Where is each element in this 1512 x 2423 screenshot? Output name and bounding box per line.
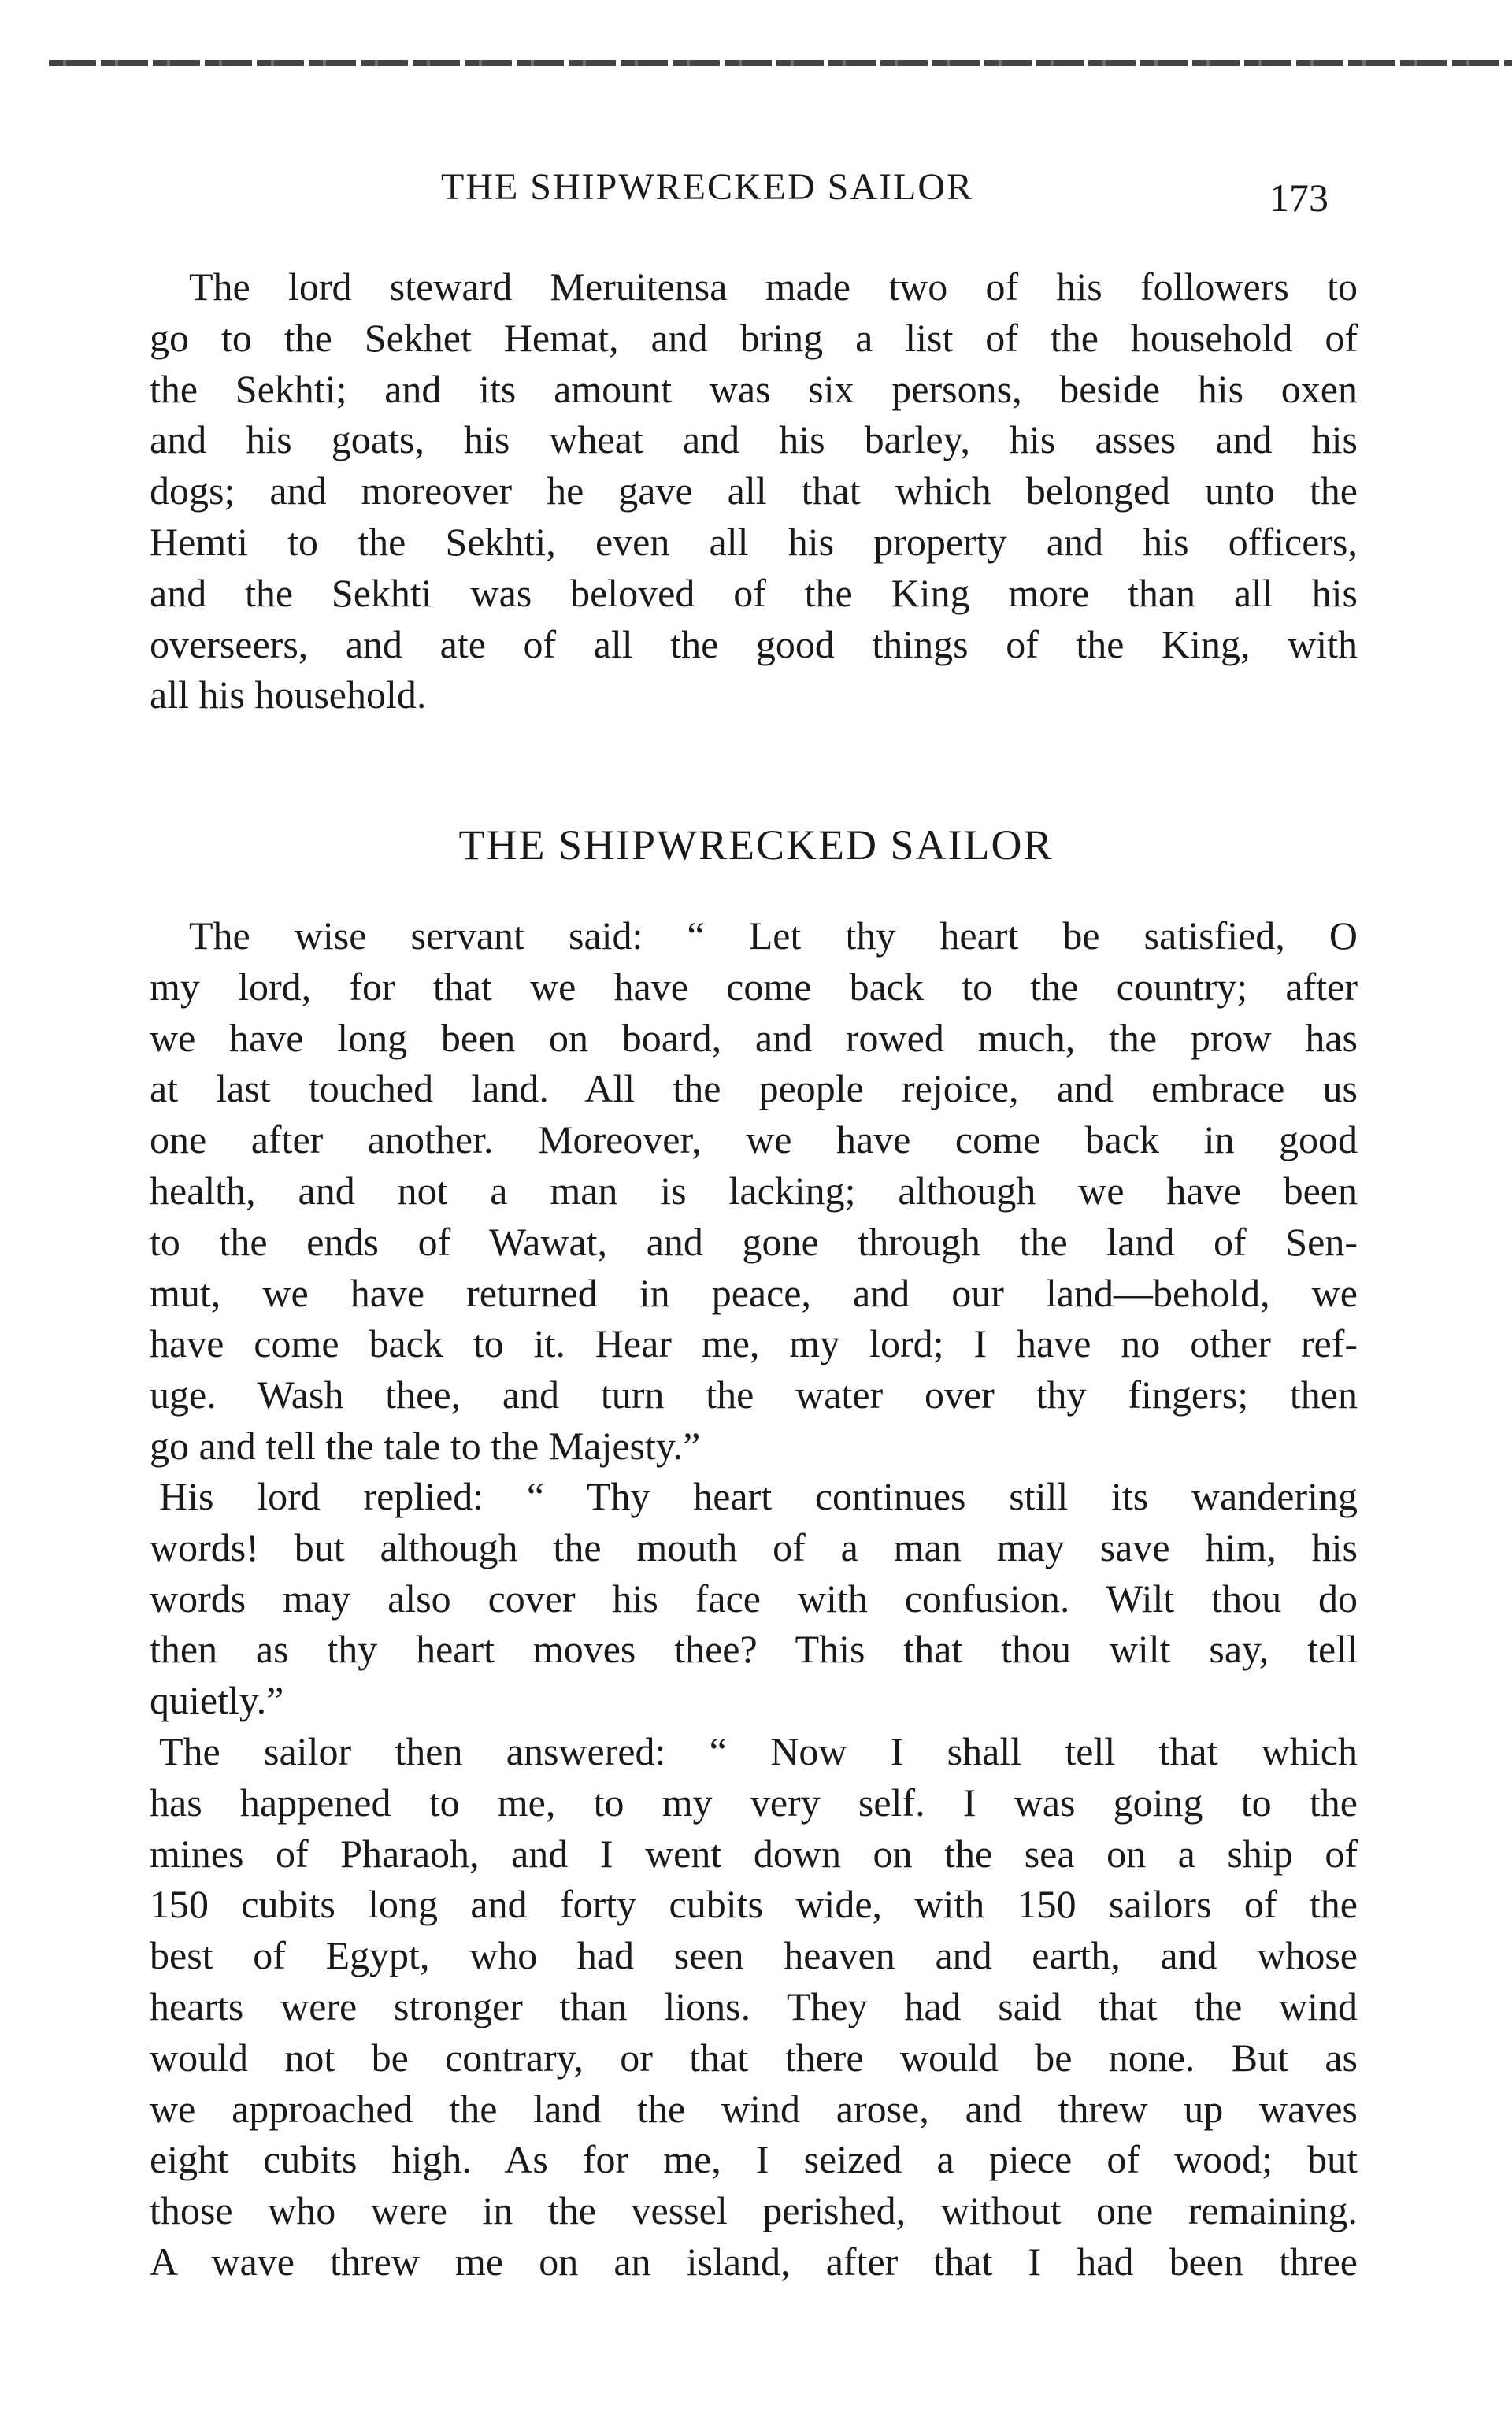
text-line: 150 cubits long and forty cubits wide, with 150 sailors of the [150,1882,1358,1927]
paragraph-3 [150,1471,1358,1726]
paragraph-1 [150,261,1358,721]
text-line: The wise servant said: “ Let thy heart be satisfied, O [189,913,1358,958]
text-line: have come back to it. Hear me, my lord; I have no other ref- [150,1321,1358,1366]
text-line: best of Egypt, who had seen heaven and earth, and whose [150,1933,1358,1978]
text-line: my lord, for that we have come back to the country; after [150,964,1358,1009]
text-line: mines of Pharaoh, and I went down on the sea on a ship of [150,1831,1358,1876]
text-line: go to the Sekhet Hemat, and bring a list of the household of [150,315,1358,360]
text-line: and the Sekhti was beloved of the King more than all his [150,570,1358,615]
text-line: quietly.” [150,1678,284,1723]
section-title: THE SHIPWRECKED SAILOR [458,821,1054,869]
text-line: hearts were stronger than lions. They had said that the wind [150,1984,1358,2028]
text-line: Hemti to the Sekhti, even all his property and his officers, [150,519,1358,564]
page-number: 173 [1269,176,1329,220]
text-line: we approached the land the wind arose, and threw up waves [150,2086,1358,2131]
paragraph-2 [150,910,1358,1472]
text-line: go and tell the tale to the Majesty.” [150,1423,701,1468]
text-line: words! but although the mouth of a man may save him, his [150,1525,1358,1569]
text-line: then as thy heart moves thee? This that thou wilt say, tell [150,1627,1358,1672]
text-line: one after another. Moreover, we have come back in good [150,1117,1358,1162]
text-line: has happened to me, to my very self. I was going to the [150,1780,1358,1825]
text-line: The lord steward Meruitensa made two of his followers to [189,265,1358,309]
text-line: at last touched land. All the people rejoice, and embrace us [150,1066,1358,1111]
text-line: His lord replied: “ Thy heart continues still its wandering [159,1474,1358,1518]
top-border-rule [49,60,1512,66]
text-line: those who were in the vessel perished, without one remaining. [150,2188,1358,2233]
text-line: words may also cover his face with confusion. Wilt thou do [150,1576,1358,1621]
text-line: and his goats, his wheat and his barley, his asses and his [150,417,1358,462]
text-line: would not be contrary, or that there would be none. But as [150,2035,1358,2080]
text-line: overseers, and ate of all the good things of the King, with [150,621,1358,666]
running-head: THE SHIPWRECKED SAILOR [441,166,973,208]
text-line: dogs; and moreover he gave all that which belonged unto the [150,469,1358,513]
paragraph-4 [150,1726,1358,2288]
text-line: to the ends of Wawat, and gone through the land of Sen- [150,1219,1358,1264]
text-line: we have long been on board, and rowed much, the prow has [150,1015,1358,1060]
text-line: the Sekhti; and its amount was six persons, beside his oxen [150,366,1358,411]
text-line: The sailor then answered: “ Now I shall tell that which [159,1729,1358,1773]
text-line: eight cubits high. As for me, I seized a piece of wood; but [150,2137,1358,2182]
text-line: all his household. [150,672,427,717]
text-line: uge. Wash thee, and turn the water over thy fingers; then [150,1373,1358,1417]
text-line: health, and not a man is lacking; although we have been [150,1168,1358,1213]
text-line: mut, we have returned in peace, and our land—behold, we [150,1270,1358,1315]
text-line: A wave threw me on an island, after that I had been three [150,2239,1358,2284]
